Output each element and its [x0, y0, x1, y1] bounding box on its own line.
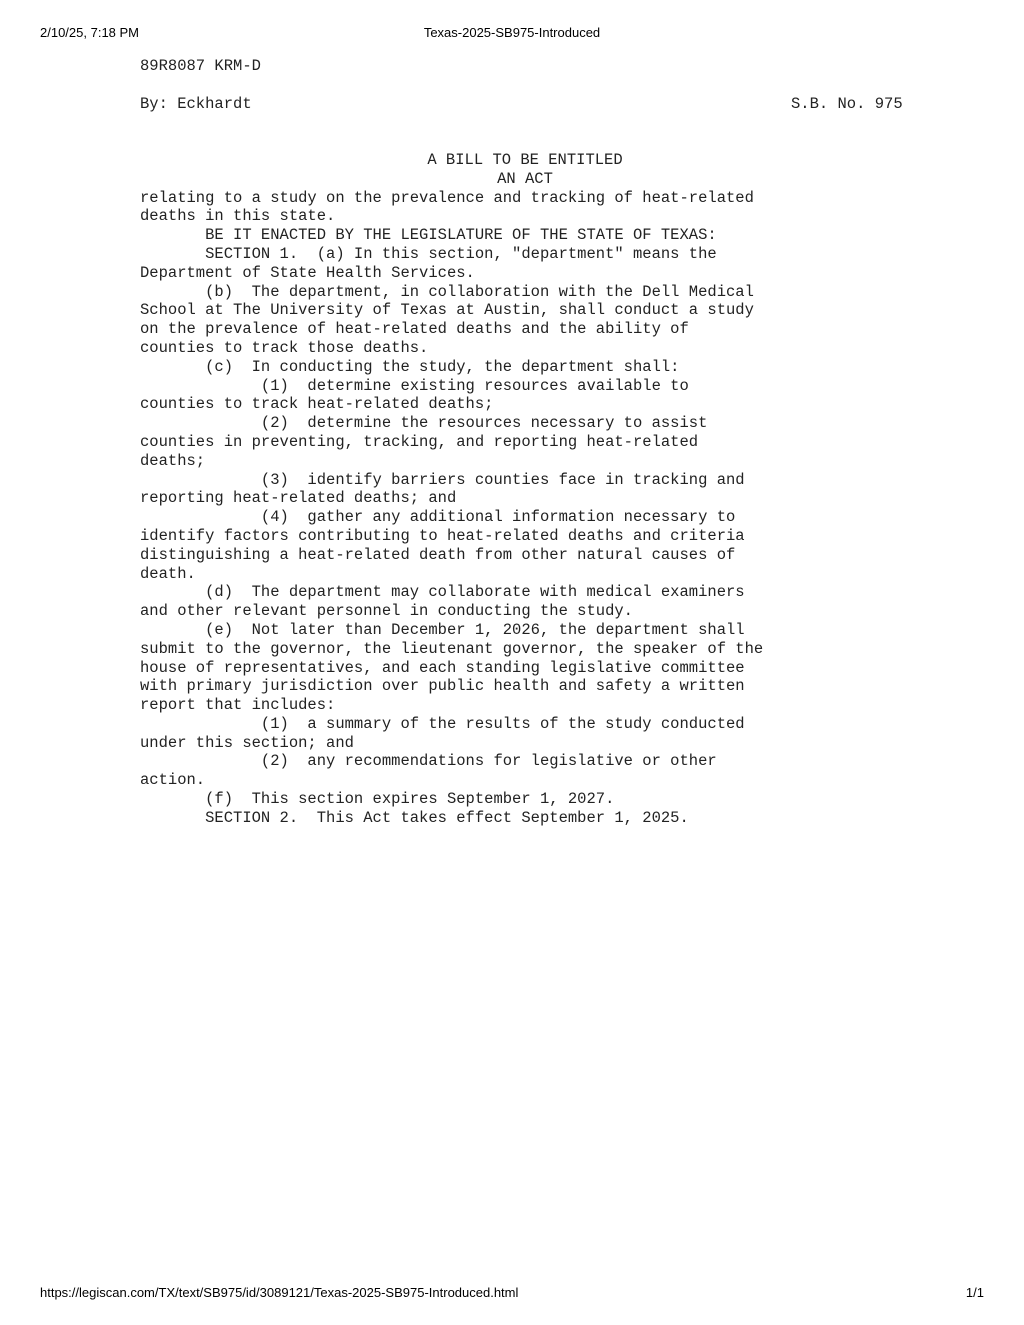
bill-text-line: Department of State Health Services. [140, 263, 475, 282]
bill-body [140, 189, 940, 828]
bill-text-line: under this section; and [140, 733, 354, 752]
bill-text-line: (e) Not later than December 1, 2026, the department shall [140, 620, 745, 639]
bill-text-line: (b) The department, in collaboration with the Dell Medical [140, 282, 754, 301]
source-url: https://legiscan.com/TX/text/SB975/id/3089121/Texas-2025-SB975-Introduced.html [40, 1285, 519, 1300]
print-header [40, 25, 984, 43]
bill-text-line: (1) determine existing resources available to [140, 376, 689, 395]
bill-text-line: (f) This section expires September 1, 2027. [140, 790, 615, 809]
bill-text-line: deaths in this state. [140, 207, 336, 226]
bill-text-line: counties to track heat-related deaths; [140, 395, 494, 414]
bill-text-line: submit to the governor, the lieutenant governor, the speaker of the [140, 639, 764, 658]
bill-text-line: School at The University of Texas at Austin, shall conduct a study [140, 301, 754, 320]
bill-text-line: (d) The department may collaborate with medical examiners [140, 583, 745, 602]
bill-text-line: (1) a summary of the results of the study conducted [140, 714, 745, 733]
bill-text-line: (c) In conducting the study, the department shall: [140, 357, 680, 376]
bill-subtitle: AN ACT [497, 169, 553, 188]
bill-text-line: (4) gather any additional information necessary to [140, 508, 736, 527]
bill-document [140, 57, 940, 828]
bill-text-line: report that includes: [140, 696, 336, 715]
bill-author: By: Eckhardt [140, 94, 252, 113]
bill-text-line: relating to a study on the prevalence and tracking of heat-related [140, 188, 754, 207]
page-number: 1/1 [965, 1285, 984, 1300]
bill-title: A BILL TO BE ENTITLED [427, 150, 623, 169]
bill-text-line: house of representatives, and each standing legislative committee [140, 658, 745, 677]
bill-text-line: reporting heat-related deaths; and [140, 489, 457, 508]
bill-text-line: action. [140, 771, 206, 790]
bill-text-line: (3) identify barriers counties face in tracking and [140, 470, 745, 489]
bill-text-line: distinguishing a heat-related death from other natural causes of [140, 545, 736, 564]
bill-text-line: with primary jurisdiction over public health and safety a written [140, 677, 745, 696]
bill-text-line: deaths; [140, 451, 206, 470]
bill-text-line: SECTION 1. (a) In this section, "department" means the [140, 244, 717, 263]
bill-text-line: counties in preventing, tracking, and reporting heat-related [140, 432, 699, 451]
bill-text-line: and other relevant personnel in conducting the study. [140, 602, 633, 621]
author-row [140, 95, 940, 114]
bill-title-block [140, 151, 940, 189]
bill-text-line: counties to track those deaths. [140, 338, 429, 357]
bill-text-line: identify factors contributing to heat-related deaths and criteria [140, 526, 745, 545]
bill-text-line: (2) any recommendations for legislative or other [140, 752, 717, 771]
bill-text-line: (2) determine the resources necessary to assist [140, 414, 708, 433]
print-title: Texas-2025-SB975-Introduced [423, 25, 601, 40]
bill-text-line: on the prevalence of heat-related deaths and the ability of [140, 320, 689, 339]
bill-text-line: death. [140, 564, 196, 583]
bill-text-line: SECTION 2. This Act takes effect September 1, 2025. [140, 808, 689, 827]
print-footer [40, 1285, 984, 1303]
bill-code: 89R8087 KRM-D [140, 57, 261, 75]
bill-text-line: BE IT ENACTED BY THE LEGISLATURE OF THE STATE OF TEXAS: [140, 226, 717, 245]
print-datetime: 2/10/25, 7:18 PM [40, 25, 140, 40]
bill-number: S.B. No. 975 [791, 94, 903, 113]
